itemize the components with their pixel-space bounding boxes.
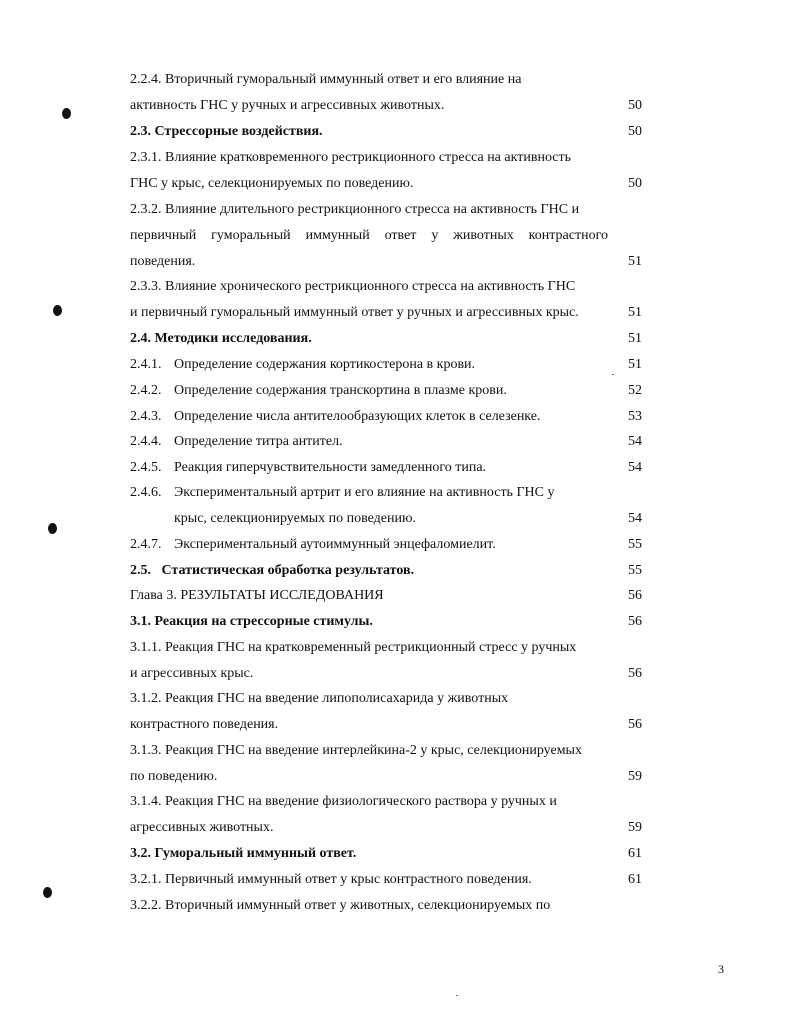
toc-text: агрессивных животных. xyxy=(130,820,274,835)
toc-page-number: 50 xyxy=(628,124,642,139)
toc-page-number: 54 xyxy=(628,511,642,526)
toc-section-heading xyxy=(130,614,642,630)
toc-text: Экспериментальный артрит и его влияние на активность ГНС у xyxy=(174,485,555,500)
toc-line xyxy=(130,537,642,553)
toc-text: Определение титра антител. xyxy=(174,434,343,449)
toc-line xyxy=(130,691,642,707)
toc-page-number: 53 xyxy=(628,409,642,424)
toc-entry-code: 2.4.3. xyxy=(130,409,162,424)
toc-line xyxy=(130,485,642,501)
toc-page-number: 61 xyxy=(628,846,642,861)
toc-line xyxy=(130,743,642,759)
toc-text: активность ГНС у ручных и агрессивных животных. xyxy=(130,98,445,113)
toc-text: крыс, селекционируемых по поведению. xyxy=(174,511,416,526)
toc-text: 3.2.2. Вторичный иммунный ответ у животных, селекционируемых по xyxy=(130,898,551,913)
toc-text: 3.2.1. Первичный иммунный ответ у крыс контрастного поведения. xyxy=(130,872,532,887)
toc-text: 3.1.4. Реакция ГНС на введение физиологического раствора у ручных и xyxy=(130,794,557,809)
toc-entry-code: 2.4.2. xyxy=(130,383,162,398)
toc-page-number: 59 xyxy=(628,769,642,784)
toc-text: контрастного поведения. xyxy=(130,717,279,732)
toc-text: Определение числа антителообразующих клеток в селезенке. xyxy=(174,409,541,424)
toc-line xyxy=(130,357,642,373)
toc-line xyxy=(130,409,642,425)
toc-page-number: 51 xyxy=(628,254,642,269)
toc-line xyxy=(130,769,642,785)
toc-line xyxy=(130,460,642,476)
toc-chapter-heading xyxy=(130,588,642,604)
toc-page-number: 54 xyxy=(628,434,642,449)
toc-text: ГНС у крыс, селекционируемых по поведению. xyxy=(130,176,414,191)
page-number: 3 xyxy=(718,962,724,976)
toc-text: 2.3. Стрессорные воздействия. xyxy=(130,124,323,139)
toc-line xyxy=(130,150,642,166)
toc-page-number: 54 xyxy=(628,460,642,475)
toc-line xyxy=(130,228,608,244)
toc-text: Определение содержания кортикостерона в крови. xyxy=(174,357,476,372)
toc-text: 2.3.3. Влияние хронического рестрикционного стресса на активность ГНС xyxy=(130,279,576,294)
toc-text: 2.5. Статистическая обработка результатов. xyxy=(130,563,415,578)
toc-page-number: 56 xyxy=(628,588,642,603)
toc-text: Определение содержания транскортина в плазме крови. xyxy=(174,383,507,398)
toc-line xyxy=(130,717,642,733)
toc-entry-code: 2.4.7. xyxy=(130,537,162,552)
toc-line xyxy=(130,820,642,836)
toc-line xyxy=(130,640,642,656)
toc-line xyxy=(130,383,642,399)
toc-text: по поведению. xyxy=(130,769,218,784)
toc-text: 3.2. Гуморальный иммунный ответ. xyxy=(130,846,357,861)
toc-page-number: 55 xyxy=(628,537,642,552)
toc-line xyxy=(130,898,642,914)
toc-entry-code: 2.4.5. xyxy=(130,460,162,475)
toc-page-number: 56 xyxy=(628,614,642,629)
toc-text: 3.1.3. Реакция ГНС на введение интерлейкина-2 у крыс, селекционируемых xyxy=(130,743,582,758)
toc-text: 2.3.1. Влияние кратковременного рестрикционного стресса на активность xyxy=(130,150,572,165)
toc-line xyxy=(130,511,642,527)
toc-text: Реакция гиперчувствительности замедленного типа. xyxy=(174,460,487,475)
toc-entry-code: 2.4.1. xyxy=(130,357,162,372)
binder-hole-mark xyxy=(48,523,57,534)
toc-page-number: 51 xyxy=(628,331,642,346)
toc-section-heading xyxy=(130,563,642,579)
toc-page-number: 56 xyxy=(628,717,642,732)
toc-text: 3.1. Реакция на стрессорные стимулы. xyxy=(130,614,373,629)
toc-line xyxy=(130,279,642,295)
toc-line xyxy=(130,794,642,810)
toc-text: 3.1.1. Реакция ГНС на кратковременный рестрикционный стресс у ручных xyxy=(130,640,577,655)
toc-line xyxy=(130,872,642,888)
toc-text: 3.1.2. Реакция ГНС на введение липополисахарида у животных xyxy=(130,691,509,706)
toc-text: поведения. xyxy=(130,254,196,269)
toc-line xyxy=(130,254,642,270)
toc-page-number: 59 xyxy=(628,820,642,835)
toc-line xyxy=(130,202,642,218)
toc-text: первичный гуморальный иммунный ответ у животных контрастного xyxy=(130,228,608,243)
toc-text: 2.2.4. Вторичный гуморальный иммунный ответ и его влияние на xyxy=(130,72,522,87)
scan-speck xyxy=(456,995,458,996)
toc-page-number: 55 xyxy=(628,563,642,578)
toc-entry-code: 2.4.4. xyxy=(130,434,162,449)
toc-page-number: 51 xyxy=(628,357,642,372)
toc-section-heading xyxy=(130,846,642,862)
toc-entry-code: 2.4.6. xyxy=(130,485,162,500)
scan-speck xyxy=(612,374,614,375)
toc-text: 2.4. Методики исследования. xyxy=(130,331,312,346)
toc-page-number: 50 xyxy=(628,98,642,113)
toc-page-number: 52 xyxy=(628,383,642,398)
binder-hole-mark xyxy=(53,305,62,316)
toc-section-heading xyxy=(130,331,642,347)
toc-page-number: 61 xyxy=(628,872,642,887)
toc-line xyxy=(130,434,642,450)
toc-line xyxy=(130,666,642,682)
toc-section-heading xyxy=(130,124,642,140)
toc-text: Глава 3. РЕЗУЛЬТАТЫ ИССЛЕДОВАНИЯ xyxy=(130,588,384,603)
toc-page-number: 51 xyxy=(628,305,642,320)
toc-line xyxy=(130,305,642,321)
toc-text: Экспериментальный аутоиммунный энцефаломиелит. xyxy=(174,537,496,552)
toc-line xyxy=(130,98,642,114)
binder-hole-mark xyxy=(43,887,52,898)
toc-text: и агрессивных крыс. xyxy=(130,666,254,681)
toc-text: 2.3.2. Влияние длительного рестрикционного стресса на активность ГНС и xyxy=(130,202,580,217)
binder-hole-mark xyxy=(62,108,71,119)
toc-line xyxy=(130,176,642,192)
toc-page-number: 50 xyxy=(628,176,642,191)
toc-page-number: 56 xyxy=(628,666,642,681)
toc-text: и первичный гуморальный иммунный ответ у ручных и агрессивных крыс. xyxy=(130,305,579,320)
toc-line xyxy=(130,72,642,88)
